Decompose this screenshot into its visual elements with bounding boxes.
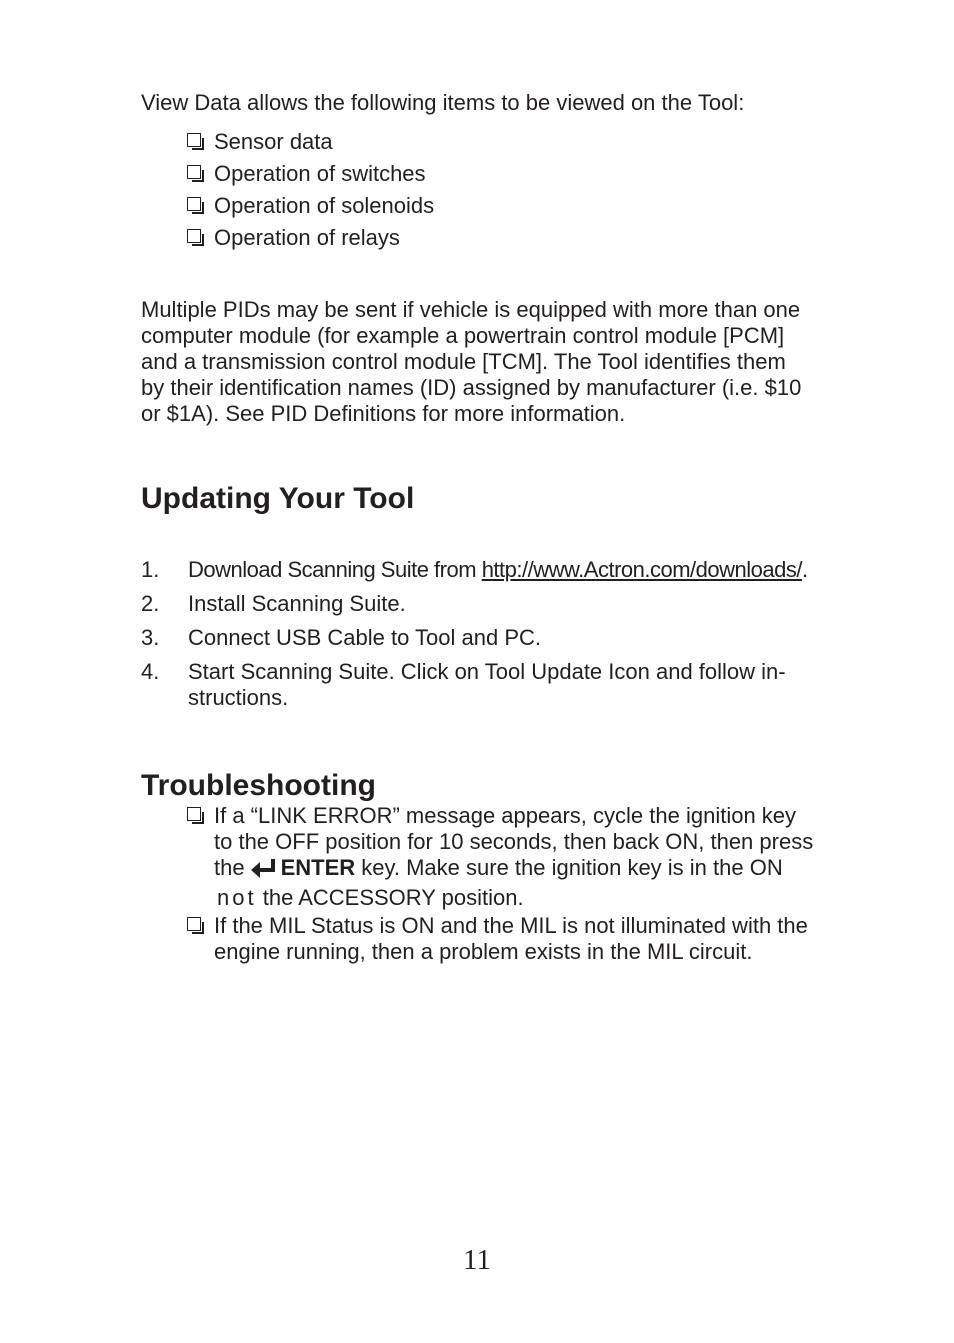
paragraph-line: Multiple PIDs may be sent if vehicle is equipped with more than one [141,297,801,322]
enter-key-label: ENTER [280,855,356,880]
step-number: 1. [141,557,160,582]
not-word: not [217,885,257,910]
item-line: If the MIL Status is ON and the MIL is not illuminated with the [214,913,808,938]
paragraph-line: by their identification names (ID) assigned by manufacturer (i.e. $10 [141,375,802,400]
step-text: Download Scanning Suite from [188,557,477,582]
step-3-text: Connect USB Cable to Tool and PC. [188,625,542,650]
download-link[interactable]: http://www.Actron.com/downloads/ [481,557,802,582]
step-number: 4. [141,659,160,684]
item-text: the ACCESSORY position. [262,885,524,910]
item-line: engine running, then a problem exists in the MIL circuit. [214,939,753,964]
step-number: 3. [141,625,160,650]
paragraph-line: computer module (for example a powertrain control module [PCM] [141,323,785,348]
item-line [214,855,874,885]
troubleshooting-heading: Troubleshooting [141,769,376,802]
item-line [217,885,874,911]
step-4-line-1: Start Scanning Suite. Click on Tool Update Icon and follow in- [188,659,786,684]
list-item: Operation of switches [214,161,426,186]
step-1-text [188,557,860,583]
list-item: Sensor data [214,129,333,154]
step-number: 2. [141,591,160,616]
checkbox-icon [187,165,201,179]
updating-heading: Updating Your Tool [141,482,415,515]
paragraph-line: or $1A). See PID Definitions for more information. [141,401,626,426]
checkbox-icon [187,133,201,147]
troubleshooting-item-link-error [214,803,874,911]
view-data-intro: View Data allows the following items to be viewed on the Tool: [141,90,745,115]
item-line: If a “LINK ERROR” message appears, cycle the ignition key [214,803,797,828]
troubleshooting-item-mil [214,913,874,965]
checkbox-icon [187,807,201,821]
item-text: the [214,855,245,880]
pids-paragraph [141,297,861,427]
paragraph-line: and a transmission control module [TCM]. The Tool identifies them [141,349,786,374]
enter-arrow-icon [249,857,279,885]
item-line: to the OFF position for 10 seconds, then back ON, then press [214,829,814,854]
checkbox-icon [187,917,201,931]
step-2-text: Install Scanning Suite. [188,591,406,616]
checkbox-icon [187,229,201,243]
item-text: key. Make sure the ignition key is in the ON [361,855,783,880]
step-4-line-2: structions. [188,685,289,710]
page-number: 11 [463,1244,491,1276]
list-item: Operation of solenoids [214,193,435,218]
checkbox-icon [187,197,201,211]
step-punct: . [801,557,808,582]
list-item: Operation of relays [214,225,400,250]
